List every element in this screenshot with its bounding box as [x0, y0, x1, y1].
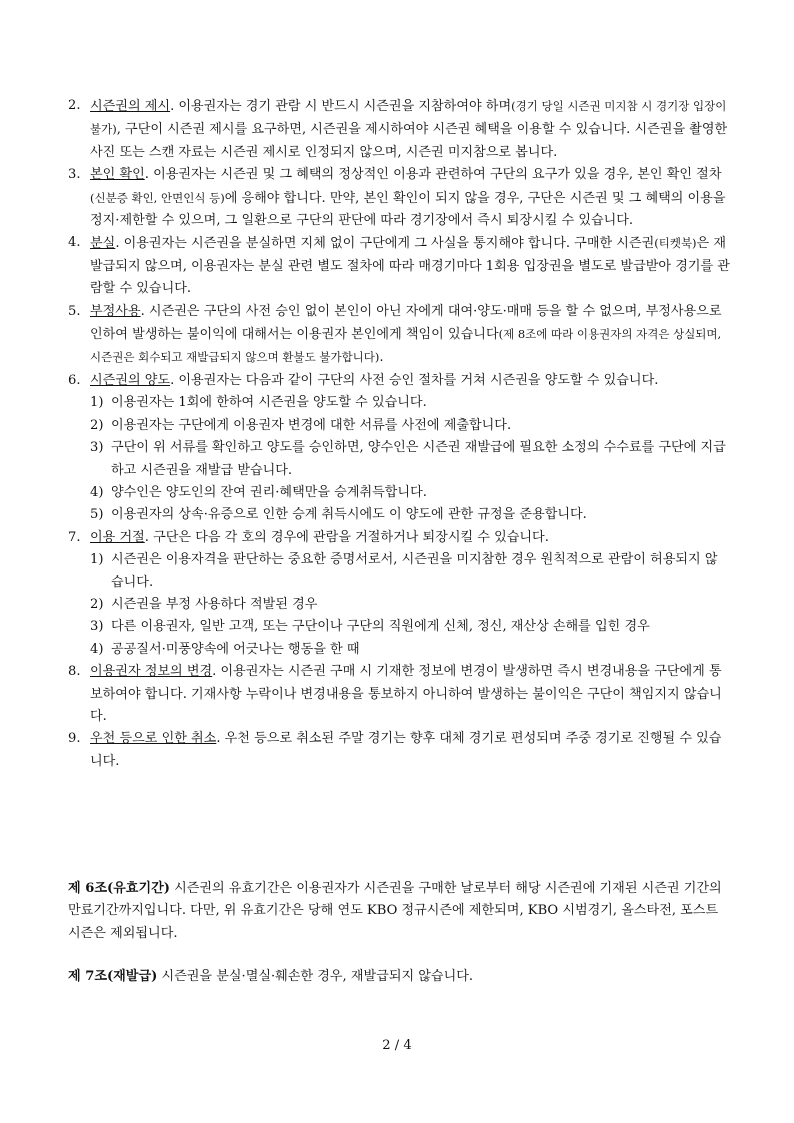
clause-number: 2. [68, 98, 81, 113]
clause-title: 우천 등으로 인한 취소 [90, 731, 217, 747]
clause-number: 7. [68, 529, 81, 545]
clause-title: 시즌권의 제시 [90, 99, 171, 114]
sub-clause-text: 구단이 위 서류를 확인하고 양도를 승인하면, 양수인은 시즌권 재발급에 필요한 소정의 수수료를 구단에 지급하고 시즌권을 재발급 받습니다. [111, 440, 726, 478]
clause-title: 본인 확인 [90, 167, 145, 183]
sub-clause-number: 1) [90, 552, 104, 568]
clause-item [68, 232, 730, 300]
clause-item [68, 164, 730, 232]
clause-note: (티켓북) [654, 236, 697, 251]
sub-clause-number: 5) [90, 507, 104, 523]
article-7-text: 시즌권을 분실·멸실·훼손한 경우, 재발급되지 않습니다. [157, 969, 474, 984]
clause-body-continued: , 구단이 시즌권 제시를 요구하면, 시즌권을 제시하여야 시즌권 혜택을 이용할 수 있습니다. 시즌권을 촬영한 사진 또는 스캔 자료는 시즌권 제시로 인정되지 않으며, 시즌권 미지참으로 봅니다. [90, 122, 728, 160]
sub-clause-number: 2) [90, 596, 104, 612]
clause-body-continued: 에 응해야 합니다. 만약, 본인 확인이 되지 않을 경우, 구단은 시즌권 및 그 혜택의 이용을 정지·제한할 수 있으며, 그 일환으로 구단의 판단에 따라 경기장에서 즉시 퇴장시킬 수 있습니다. [90, 190, 726, 229]
clause-body: . 이용권자는 시즌권을 분실하면 지체 없이 구단에게 그 사실을 통지해야 합니다. 구매한 시즌권 [115, 236, 655, 252]
sub-clause-text: 이용권자는 1회에 한하여 시즌권을 양도할 수 있습니다. [111, 395, 427, 411]
clause-title: 이용 거절 [90, 529, 145, 545]
sub-clause-item [90, 504, 730, 526]
sub-clause-number: 3) [90, 619, 104, 635]
clause-title: 부정사용 [90, 303, 141, 319]
sub-clause-number: 4) [90, 641, 104, 657]
clause-title: 이용권자 정보의 변경 [90, 664, 213, 680]
sub-clause-item [90, 482, 730, 504]
clause-title: 시즌권의 양도 [90, 372, 171, 388]
clause-body-continued: 은 재발급되지 않으며, 이용권자는 분실 관련 별도 절차에 따라 매경기마다 1회용 입장권을 별도로 발급받아 경기를 관람할 수 있습니다. [90, 236, 730, 297]
sub-clause-number: 2) [90, 417, 104, 433]
sub-clause-item [90, 549, 730, 594]
sub-clause-number: 3) [90, 440, 104, 456]
sub-clause-item [90, 415, 730, 437]
clause-note: (제 8조에 따라 이용권자의 자격은 상실되며, 시즌권은 회수되고 재발급되지 않으며 환불도 불가합니다) [90, 327, 722, 365]
clause-body: . 이용권자는 다음과 같이 구단의 사전 승인 절차를 거쳐 시즌권을 양도할 수 있습니다. [170, 372, 659, 388]
sub-clause-list [90, 549, 730, 661]
page-number: 2 / 4 [382, 1038, 412, 1053]
article-6 [68, 878, 730, 945]
clause-item [68, 661, 730, 728]
clause-number: 5. [68, 303, 81, 319]
sub-clause-text: 시즌권은 이용자격을 판단하는 중요한 증명서로서, 시즌권을 미지참한 경우 원칙적으로 관람이 허용되지 않습니다. [111, 552, 718, 590]
sub-clause-item [90, 616, 730, 638]
clause-body: . 구단은 다음 각 호의 경우에 관람을 거절하거나 퇴장시킬 수 있습니다. [144, 529, 549, 545]
clause-number: 9. [68, 731, 81, 747]
sub-clause-number: 1) [90, 395, 104, 411]
clause-body: . 이용권자는 시즌권 구매 시 기재한 정보에 변경이 발생하면 즉시 변경내용을 구단에게 통보하여야 합니다. 기재사항 누락이나 변경내용을 통보하지 아니하여 발생하는 불이익은 구단이 책임지지 않습니다. [90, 664, 722, 724]
clause-note: (경기 당일 시즌권 미지참 시 경기장 입장이 불가) [90, 99, 727, 137]
sub-clause-text: 이용권자의 상속·유증으로 인한 승계 취득시에도 이 양도에 관한 규정을 준용합니다. [111, 507, 587, 523]
clause-body-continued: . [379, 350, 384, 366]
sub-clause-number: 4) [90, 484, 104, 500]
sub-clause-text: 시즌권을 부정 사용하다 적발된 경우 [111, 596, 318, 612]
clause-body: . 우천 등으로 취소된 주말 경기는 향후 대체 경기로 편성되며 주중 경기로 진행될 수 있습니다. [90, 731, 722, 769]
clause-body: . 이용권자는 경기 관람 시 반드시 시즌권을 지참하여야 하며 [170, 99, 512, 114]
clause-item [68, 95, 730, 164]
sub-clause-text: 양수인은 양도인의 잔여 권리·혜택만을 승계취득합니다. [111, 484, 427, 500]
clause-number: 3. [68, 167, 81, 183]
clause-body: . 이용권자는 시즌권 및 그 혜택의 정상적인 이용과 관련하여 구단의 요구가 있을 경우, 본인 확인 절차 [144, 167, 722, 183]
article-7-heading: 제 7조(재발급) [68, 969, 158, 984]
clause-title: 분실 [90, 236, 116, 252]
sub-clause-item [90, 594, 730, 616]
article-7 [68, 966, 730, 988]
clause-item [68, 527, 730, 661]
clause-item [68, 301, 730, 370]
sub-clause-item [90, 437, 730, 482]
sub-clause-list [90, 392, 730, 526]
clause-item [68, 728, 730, 773]
clause-note: (신분증 확인, 안면인식 등) [90, 190, 225, 205]
sub-clause-text: 다른 이용권자, 일반 고객, 또는 구단이나 구단의 직원에게 신체, 정신, 재산상 손해를 입힌 경우 [111, 619, 650, 635]
article-6-heading: 제 6조(유효기간) [68, 881, 170, 896]
clause-number: 6. [68, 372, 81, 388]
clause-item [68, 370, 730, 527]
clause-number: 4. [68, 235, 81, 251]
article-6-text: 시즌권의 유효기간은 이용권자가 시즌권을 구매한 날로부터 해당 시즌권에 기재된 시즌권 기간의 만료기간까지입니다. 다만, 위 유효기간은 당해 연도 KBO 정규시즌에 제한되며, KBO 시범경기, 올스타전, 포스트시즌은 제외됩니다. [68, 881, 722, 941]
sub-clause-item [90, 392, 730, 414]
sub-clause-item [90, 639, 730, 661]
clause-body: . 시즌권은 구단의 사전 승인 없이 본인이 아닌 자에게 대여·양도·매매 등을 할 수 없으며, 부정사용으로 인하여 발생하는 불이익에 대해서는 이용권자 본인에게 책임이 있습니다 [90, 303, 722, 343]
sub-clause-text: 공공질서·미풍양속에 어긋나는 행동을 한 때 [111, 641, 360, 657]
clause-list [68, 95, 730, 773]
sub-clause-text: 이용권자는 구단에게 이용권자 변경에 대한 서류를 사전에 제출합니다. [111, 417, 512, 433]
clause-number: 8. [68, 664, 81, 680]
